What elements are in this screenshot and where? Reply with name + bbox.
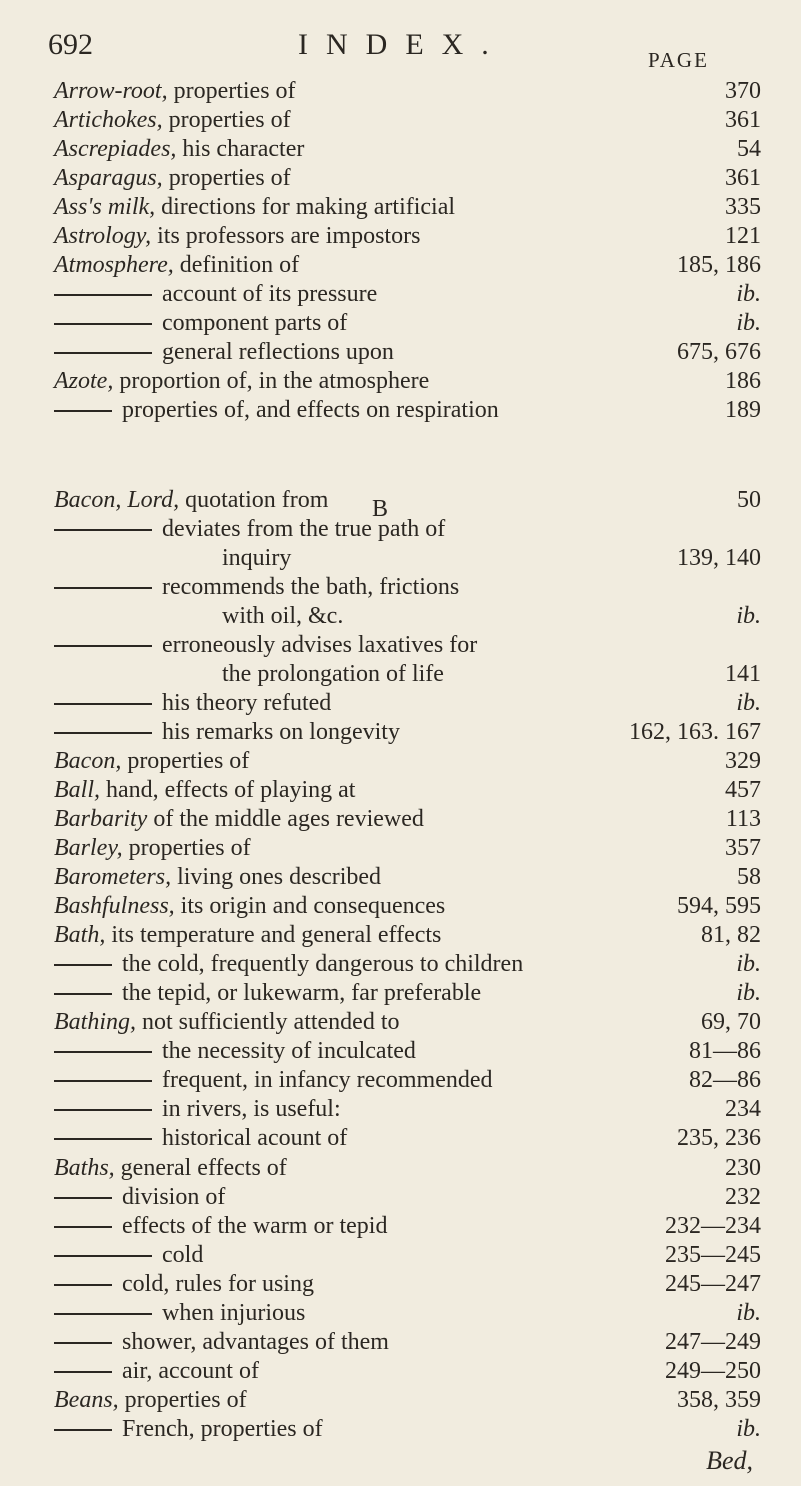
entry-description: properties of <box>118 1387 247 1413</box>
entry-text <box>54 1007 400 1037</box>
ditto-rule <box>54 1138 152 1140</box>
page-reference: 81—86 <box>689 1038 761 1064</box>
ditto-rule <box>54 587 152 589</box>
section-letter: B <box>372 496 389 522</box>
page-reference: 139, 140 <box>677 545 761 571</box>
entry-heading: Bashfulness, <box>54 893 175 919</box>
index-entry <box>0 395 801 425</box>
index-entry <box>0 1007 801 1037</box>
catchword: Bed, <box>706 1446 753 1475</box>
ditto-rule <box>54 1342 112 1344</box>
index-entry <box>0 949 801 979</box>
index-entry <box>0 337 801 367</box>
entry-description: its origin and consequences <box>174 893 446 919</box>
page-title: INDEX. <box>298 28 507 61</box>
entry-description: hand, effects of playing at <box>100 777 356 803</box>
ditto-rule <box>54 1371 112 1373</box>
entry-description: his character <box>176 136 305 162</box>
entry-text <box>54 717 400 747</box>
index-entry <box>0 1123 801 1153</box>
entry-text <box>54 1036 416 1066</box>
ditto-rule <box>54 1284 112 1286</box>
entry-text <box>222 601 343 631</box>
entry-text <box>54 688 331 718</box>
entry-text <box>54 366 429 396</box>
page-reference: 335 <box>725 194 761 220</box>
index-entry <box>0 1327 801 1357</box>
entry-description: proportion of, in the atmosphere <box>113 368 430 394</box>
entry-heading: Arrow-root, <box>54 78 168 104</box>
index-entry <box>0 163 801 193</box>
entry-description: effects of the warm or tepid <box>122 1213 388 1239</box>
page-reference: ib. <box>736 1300 761 1326</box>
page-reference: 358, 359 <box>677 1387 761 1413</box>
entry-heading: Barometers, <box>54 864 172 890</box>
ditto-rule <box>54 703 152 705</box>
index-entry <box>0 1182 801 1212</box>
page-reference: ib. <box>736 690 761 716</box>
ditto-rule <box>54 529 152 531</box>
ditto-rule <box>54 732 152 734</box>
entry-text <box>54 221 420 251</box>
page-reference: 141 <box>725 661 761 687</box>
entry-text <box>54 1153 287 1183</box>
index-entry <box>0 833 801 863</box>
index-entry <box>0 1211 801 1241</box>
entry-description: properties of <box>162 107 291 133</box>
entry-description: directions for making artificial <box>155 194 456 220</box>
page-reference: 186 <box>725 368 761 394</box>
entry-description: the cold, frequently dangerous to children <box>122 951 524 977</box>
entry-description: not sufficiently attended to <box>136 1009 400 1035</box>
index-entry <box>0 572 801 602</box>
index-entry <box>0 1094 801 1124</box>
entry-text <box>54 1211 387 1241</box>
page-number: 692 <box>48 28 93 61</box>
page-reference: 457 <box>725 777 761 803</box>
entry-text <box>222 543 291 573</box>
entry-text <box>54 134 304 164</box>
page-reference: 232—234 <box>665 1213 761 1239</box>
index-entry <box>0 1153 801 1183</box>
index-entry <box>0 76 801 106</box>
entry-description: general effects of <box>114 1155 287 1181</box>
entry-description: properties of, and effects on respiration <box>122 397 499 423</box>
entry-text <box>54 775 355 805</box>
index-entry <box>0 659 801 689</box>
entry-description: his remarks on longevity <box>162 719 400 745</box>
entry-text <box>54 1240 203 1270</box>
ditto-rule <box>54 1255 152 1257</box>
page-reference: 245—247 <box>665 1271 761 1297</box>
entry-text <box>54 862 381 892</box>
entry-description: the tepid, or lukewarm, far preferable <box>122 980 482 1006</box>
entry-text <box>54 105 291 135</box>
ditto-rule <box>54 1080 152 1082</box>
page-reference: 247—249 <box>665 1329 761 1355</box>
ditto-rule <box>54 645 152 647</box>
page-reference: ib. <box>736 310 761 336</box>
page-reference: ib. <box>736 603 761 629</box>
index-entry <box>0 891 801 921</box>
page-reference: 185, 186 <box>677 252 761 278</box>
entry-description: properties of <box>122 835 251 861</box>
page-reference: 357 <box>725 835 761 861</box>
entry-text <box>54 1123 347 1153</box>
entry-heading: Baths, <box>54 1155 115 1181</box>
ditto-rule <box>54 1197 112 1199</box>
index-entry <box>0 920 801 950</box>
entry-description: frequent, in infancy recommended <box>162 1067 493 1093</box>
index-entry <box>0 221 801 251</box>
entry-heading: Artichokes, <box>54 107 163 133</box>
index-entry <box>0 746 801 776</box>
index-entry <box>0 688 801 718</box>
page-reference: 235—245 <box>665 1242 761 1268</box>
index-entry <box>0 308 801 338</box>
entry-heading: Beans, <box>54 1387 119 1413</box>
entry-description: living ones described <box>171 864 382 890</box>
index-entry <box>0 105 801 135</box>
page-reference: 162, 163. 167 <box>629 719 761 745</box>
entry-description: cold <box>162 1242 204 1268</box>
entry-description: quotation from <box>179 487 329 513</box>
index-entry <box>0 1240 801 1270</box>
page-reference: 189 <box>725 397 761 423</box>
entry-heading: Ass's milk, <box>54 194 156 220</box>
entry-text <box>54 630 477 660</box>
index-entry <box>0 862 801 892</box>
page-reference: 361 <box>725 107 761 133</box>
entry-text <box>54 1414 323 1444</box>
ditto-rule <box>54 1429 112 1431</box>
entry-text <box>54 1094 341 1124</box>
page-reference: 232 <box>725 1184 761 1210</box>
ditto-rule <box>54 1109 152 1111</box>
index-entry <box>0 279 801 309</box>
index-entry <box>0 514 801 544</box>
entry-description: the necessity of inculcated <box>162 1038 416 1064</box>
entry-heading: Barbarity <box>54 806 148 832</box>
entry-text <box>54 746 249 776</box>
entry-text <box>54 1385 247 1415</box>
page-reference: 69, 70 <box>701 1009 761 1035</box>
entry-text <box>54 1269 314 1299</box>
entry-heading: Astrology, <box>54 223 152 249</box>
entry-text <box>54 920 441 950</box>
entry-description: shower, advantages of them <box>122 1329 389 1355</box>
entry-text <box>54 1065 493 1095</box>
entry-heading: Azote, <box>54 368 114 394</box>
entry-description: cold, rules for using <box>122 1271 314 1297</box>
index-entry <box>0 1385 801 1415</box>
entry-heading: Bath, <box>54 922 106 948</box>
page-reference: 121 <box>725 223 761 249</box>
index-entry <box>0 717 801 747</box>
index-entry <box>0 775 801 805</box>
entry-text <box>54 163 291 193</box>
entry-description: definition of <box>173 252 300 278</box>
index-entry <box>0 543 801 573</box>
entry-heading: Atmosphere, <box>54 252 174 278</box>
entry-description: inquiry <box>222 545 292 571</box>
entry-description: division of <box>122 1184 226 1210</box>
entry-description: its temperature and general effects <box>105 922 442 948</box>
entry-text <box>54 978 481 1008</box>
ditto-rule <box>54 993 112 995</box>
page-reference: 82—86 <box>689 1067 761 1093</box>
entry-text <box>54 485 328 515</box>
entry-description: historical acount of <box>162 1125 348 1151</box>
entry-heading: Bathing, <box>54 1009 136 1035</box>
entry-text <box>54 192 455 222</box>
page-reference: ib. <box>736 980 761 1006</box>
page-reference: ib. <box>736 281 761 307</box>
entry-text <box>54 833 251 863</box>
entry-description: component parts of <box>162 310 348 336</box>
ditto-rule <box>54 1051 152 1053</box>
entry-description: account of its pressure <box>162 281 378 307</box>
index-entry <box>0 134 801 164</box>
index-entry <box>0 250 801 280</box>
entry-heading: Ball, <box>54 777 100 803</box>
page-reference: 235, 236 <box>677 1125 761 1151</box>
page-reference: 234 <box>725 1096 761 1122</box>
entry-text <box>54 1356 259 1386</box>
entry-description: general reflections upon <box>162 339 394 365</box>
page-reference: 329 <box>725 748 761 774</box>
page-reference: 594, 595 <box>677 893 761 919</box>
entry-text <box>54 395 499 425</box>
entry-text <box>54 804 424 834</box>
entry-description: recommends the bath, frictions <box>162 574 460 600</box>
entry-text <box>54 572 459 602</box>
page-reference: 249—250 <box>665 1358 761 1384</box>
entry-text <box>54 1327 389 1357</box>
page-reference: ib. <box>736 1416 761 1442</box>
ditto-rule <box>54 1313 152 1315</box>
entry-heading: Ascrepiades, <box>54 136 177 162</box>
entry-description: when injurious <box>162 1300 306 1326</box>
index-entry <box>0 1298 801 1328</box>
entry-description: the prolongation of life <box>222 661 444 687</box>
index-entry <box>0 1065 801 1095</box>
index-entry <box>0 192 801 222</box>
entry-heading: Bacon, <box>54 748 122 774</box>
page-column-heading: PAGE <box>648 48 709 72</box>
entry-description: properties of <box>167 78 296 104</box>
page-reference: ib. <box>736 951 761 977</box>
page-reference: 50 <box>737 487 761 513</box>
entry-description: in rivers, is useful: <box>162 1096 341 1122</box>
entry-text <box>222 659 444 689</box>
index-entry <box>0 366 801 396</box>
entry-text <box>54 308 347 338</box>
page-reference: 230 <box>725 1155 761 1181</box>
page-reference: 81, 82 <box>701 922 761 948</box>
page-reference: 370 <box>725 78 761 104</box>
index-entry <box>0 804 801 834</box>
ditto-rule <box>54 410 112 412</box>
index-entry <box>0 1036 801 1066</box>
entry-description: of the middle ages reviewed <box>147 806 424 832</box>
entry-description: properties of <box>121 748 250 774</box>
entry-text <box>54 1298 305 1328</box>
entry-description: French, properties of <box>122 1416 323 1442</box>
page-reference: 54 <box>737 136 761 162</box>
entry-heading: Asparagus, <box>54 165 163 191</box>
page-reference: 113 <box>725 806 761 832</box>
entry-text <box>54 337 394 367</box>
index-entry <box>0 601 801 631</box>
entry-description: with oil, &c. <box>222 603 344 629</box>
page-reference: 675, 676 <box>677 339 761 365</box>
index-entry <box>0 1269 801 1299</box>
page-reference: 58 <box>737 864 761 890</box>
entry-text <box>54 279 377 309</box>
entry-heading: Bacon, Lord, <box>54 487 180 513</box>
index-entry <box>0 978 801 1008</box>
entry-text <box>54 76 296 106</box>
ditto-rule <box>54 1226 112 1228</box>
index-entry <box>0 1356 801 1386</box>
entry-text <box>54 949 523 979</box>
entry-description: erroneously advises laxatives for <box>162 632 478 658</box>
ditto-rule <box>54 352 152 354</box>
entry-description: his theory refuted <box>162 690 332 716</box>
ditto-rule <box>54 323 152 325</box>
index-entry <box>0 485 801 515</box>
entry-text <box>54 1182 225 1212</box>
page-reference: 361 <box>725 165 761 191</box>
entry-description: deviates from the true path of <box>162 516 446 542</box>
ditto-rule <box>54 294 152 296</box>
entry-text <box>54 250 299 280</box>
entry-text <box>54 891 445 921</box>
entry-description: its professors are impostors <box>151 223 421 249</box>
index-entry <box>0 630 801 660</box>
entry-description: air, account of <box>122 1358 259 1384</box>
entry-heading: Barley, <box>54 835 123 861</box>
ditto-rule <box>54 964 112 966</box>
entry-description: properties of <box>162 165 291 191</box>
index-entry <box>0 1414 801 1444</box>
